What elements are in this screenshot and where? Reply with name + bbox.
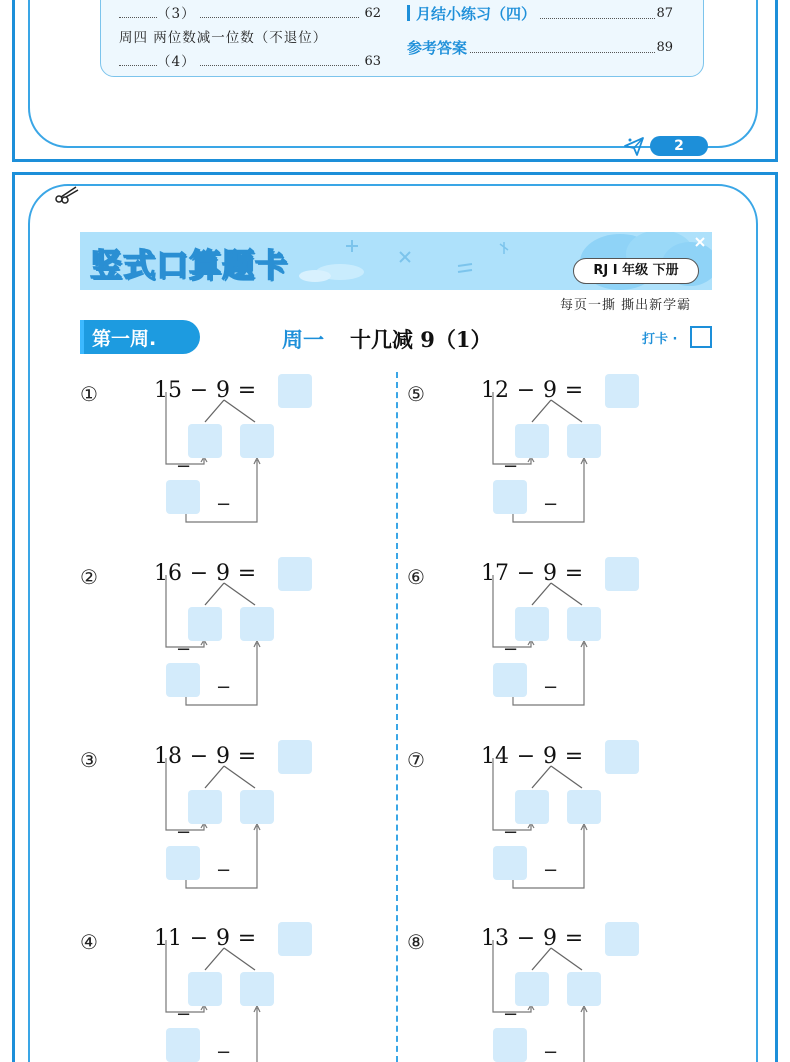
problem-number: ⑤ xyxy=(407,382,425,406)
problem-number: ④ xyxy=(80,930,98,954)
page-number-badge: 2 xyxy=(650,136,708,156)
minus-sign: − xyxy=(503,639,519,660)
week-label: 第一周. xyxy=(92,328,157,350)
equals-sign: = xyxy=(237,744,257,769)
operator: − xyxy=(516,561,536,586)
minus-sign: − xyxy=(503,456,519,477)
operator: − xyxy=(516,378,536,403)
minuend: 13 xyxy=(481,926,509,951)
equation xyxy=(154,378,264,403)
answer-box[interactable] xyxy=(278,374,312,408)
minus-sign: − xyxy=(543,677,559,698)
intermediate-box[interactable] xyxy=(493,480,527,514)
split-box-right[interactable] xyxy=(567,790,601,824)
equals-sign: = xyxy=(237,378,257,403)
problem-item xyxy=(80,555,330,715)
minus-sign: − xyxy=(503,1004,519,1025)
split-box-right[interactable] xyxy=(567,607,601,641)
answer-box[interactable] xyxy=(278,557,312,591)
week-tag xyxy=(80,320,200,354)
equals-sign: = xyxy=(564,378,584,403)
minuend: 18 xyxy=(154,744,182,769)
toc-page: 63 xyxy=(364,54,381,69)
equals-sign: = xyxy=(564,926,584,951)
equation xyxy=(154,926,264,951)
split-box-left[interactable] xyxy=(515,424,549,458)
answer-box[interactable] xyxy=(605,740,639,774)
toc-row[interactable] xyxy=(119,53,381,71)
equation xyxy=(481,744,591,769)
toc-label: 参考答案 xyxy=(407,37,470,59)
toc-row[interactable] xyxy=(119,5,381,23)
toc-row[interactable] xyxy=(119,29,381,47)
intermediate-box[interactable] xyxy=(166,846,200,880)
day-title xyxy=(282,324,492,354)
minus-sign: − xyxy=(543,1042,559,1062)
scissors-icon xyxy=(54,184,80,204)
split-box-right[interactable] xyxy=(240,790,274,824)
toc-label: （4） xyxy=(157,53,199,71)
topic-label: 十几减 9（1） xyxy=(350,327,492,352)
split-box-left[interactable] xyxy=(515,972,549,1006)
minus-sign: − xyxy=(176,456,192,477)
answer-box[interactable] xyxy=(278,922,312,956)
day-label: 周一 xyxy=(282,328,324,352)
split-box-right[interactable] xyxy=(240,424,274,458)
toc-page: 62 xyxy=(364,6,381,21)
split-box-left[interactable] xyxy=(188,790,222,824)
table-of-contents xyxy=(100,0,704,77)
problem-number: ⑧ xyxy=(407,930,425,954)
problem-number: ② xyxy=(80,565,98,589)
problem-item xyxy=(80,920,330,1062)
split-box-left[interactable] xyxy=(188,972,222,1006)
toc-row[interactable] xyxy=(407,37,673,59)
operator: − xyxy=(189,926,209,951)
split-box-right[interactable] xyxy=(240,607,274,641)
subtrahend: 9 xyxy=(543,926,557,951)
intermediate-box[interactable] xyxy=(166,663,200,697)
column-divider xyxy=(396,372,398,1062)
equation xyxy=(481,561,591,586)
operator: − xyxy=(189,744,209,769)
minuend: 14 xyxy=(481,744,509,769)
problem-item xyxy=(407,738,657,898)
operator: − xyxy=(516,744,536,769)
page-title: 竖式口算题卡 xyxy=(90,246,289,284)
minus-sign: − xyxy=(503,822,519,843)
minus-sign: − xyxy=(543,860,559,881)
equation xyxy=(154,744,264,769)
equals-sign: = xyxy=(237,561,257,586)
tagline: 每页一撕 撕出新学霸 xyxy=(560,298,692,313)
problem-number: ⑥ xyxy=(407,565,425,589)
equation xyxy=(481,926,591,951)
problem-number: ③ xyxy=(80,748,98,772)
problem-item xyxy=(407,555,657,715)
subtrahend: 9 xyxy=(216,744,230,769)
minuend: 15 xyxy=(154,378,182,403)
problem-item xyxy=(407,920,657,1062)
subtrahend: 9 xyxy=(543,744,557,769)
toc-page: 87 xyxy=(656,3,673,25)
answer-box[interactable] xyxy=(605,922,639,956)
minus-sign: − xyxy=(543,494,559,515)
equation xyxy=(481,378,591,403)
toc-page: 89 xyxy=(656,37,673,59)
operator: − xyxy=(516,926,536,951)
problem-number: ⑦ xyxy=(407,748,425,772)
split-box-right[interactable] xyxy=(567,424,601,458)
intermediate-box[interactable] xyxy=(493,663,527,697)
toc-label: 月结小练习（四） xyxy=(416,5,537,23)
answer-box[interactable] xyxy=(605,374,639,408)
checkin-checkbox[interactable] xyxy=(690,326,712,348)
subtrahend: 9 xyxy=(216,378,230,403)
subtrahend: 9 xyxy=(216,926,230,951)
intermediate-box[interactable] xyxy=(166,1028,200,1062)
equation xyxy=(154,561,264,586)
equals-sign: = xyxy=(564,744,584,769)
toc-row[interactable] xyxy=(407,3,673,25)
minus-sign: − xyxy=(176,822,192,843)
split-box-left[interactable] xyxy=(188,424,222,458)
minuend: 16 xyxy=(154,561,182,586)
problem-item xyxy=(80,738,330,898)
operator: − xyxy=(189,378,209,403)
subtrahend: 9 xyxy=(216,561,230,586)
operator: − xyxy=(189,561,209,586)
minuend: 17 xyxy=(481,561,509,586)
minus-sign: − xyxy=(216,860,232,881)
intermediate-box[interactable] xyxy=(493,1028,527,1062)
paper-plane-icon xyxy=(622,134,646,158)
split-box-left[interactable] xyxy=(515,790,549,824)
subtrahend: 9 xyxy=(543,561,557,586)
intermediate-box[interactable] xyxy=(166,480,200,514)
minuend: 12 xyxy=(481,378,509,403)
problem-item xyxy=(80,372,330,532)
minus-sign: − xyxy=(176,1004,192,1025)
equals-sign: = xyxy=(237,926,257,951)
checkin-label: 打卡 · xyxy=(642,332,678,347)
answer-box[interactable] xyxy=(605,557,639,591)
problem-item xyxy=(407,372,657,532)
equals-sign: = xyxy=(564,561,584,586)
split-box-right[interactable] xyxy=(240,972,274,1006)
minus-sign: − xyxy=(176,639,192,660)
minuend: 11 xyxy=(154,926,182,951)
split-box-right[interactable] xyxy=(567,972,601,1006)
minus-sign: − xyxy=(216,494,232,515)
problem-number: ① xyxy=(80,382,98,406)
answer-box[interactable] xyxy=(278,740,312,774)
split-box-left[interactable] xyxy=(515,607,549,641)
subtrahend: 9 xyxy=(543,378,557,403)
split-box-left[interactable] xyxy=(188,607,222,641)
intermediate-box[interactable] xyxy=(493,846,527,880)
minus-sign: − xyxy=(216,677,232,698)
minus-sign: − xyxy=(216,1042,232,1062)
toc-label: （3） xyxy=(157,5,199,23)
toc-label: 周四 两位数减一位数（不退位） xyxy=(119,29,330,47)
edition-badge: RJ I 年级 下册 xyxy=(573,258,699,284)
